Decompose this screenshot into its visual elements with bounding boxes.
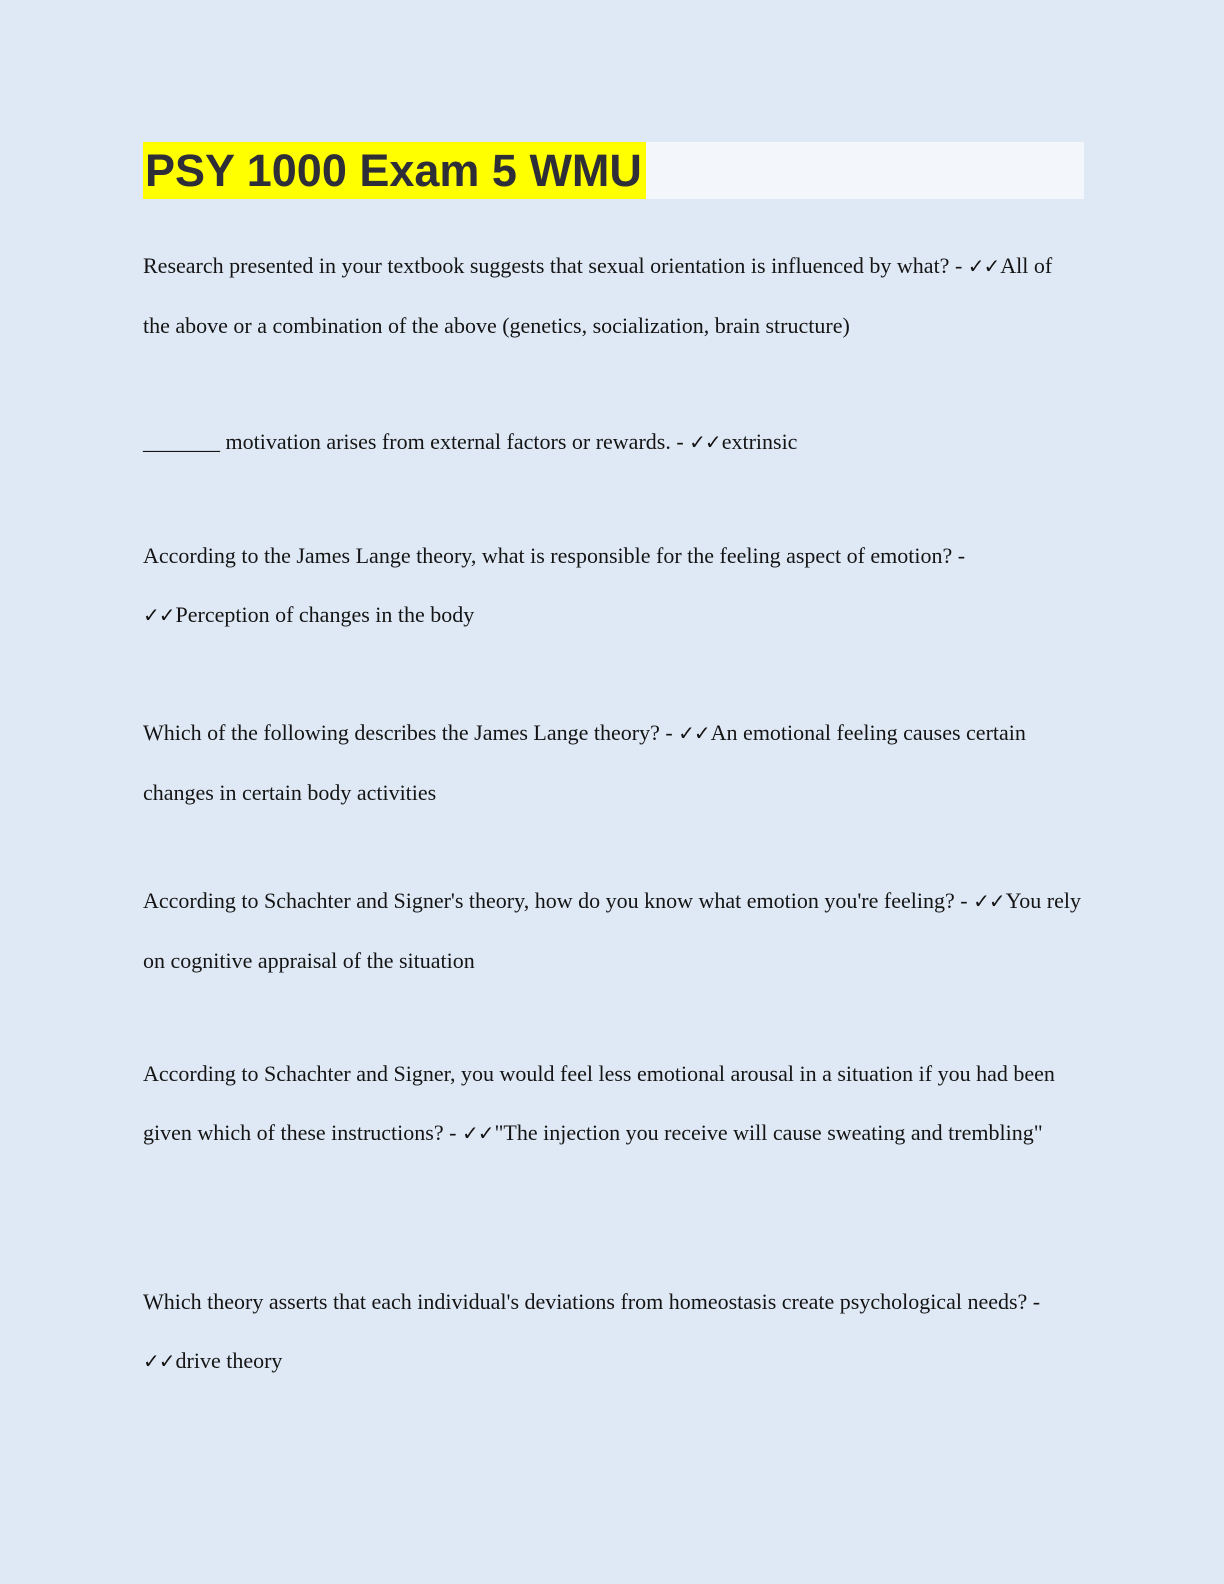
- check-icon: ✓✓: [973, 889, 1005, 913]
- answer-text: extrinsic: [721, 429, 798, 454]
- check-icon: ✓✓: [143, 603, 175, 627]
- answer-text: Perception of changes in the body: [175, 602, 475, 627]
- answer-text: drive theory: [175, 1348, 283, 1373]
- document-title: PSY 1000 Exam 5 WMU: [143, 142, 646, 199]
- qa-item-3: [143, 526, 1083, 645]
- qa-item-4: [143, 703, 1083, 822]
- answer-text: You rely on cognitive appraisal of the situation: [143, 888, 1081, 973]
- question-text: According to Schachter and Signer's theory, how do you know what emotion you're feeling? -: [143, 888, 974, 913]
- question-text: Which of the following describes the James Lange theory? -: [143, 720, 679, 745]
- qa-item-6: [143, 1044, 1083, 1163]
- question-text: _______ motivation arises from external factors or rewards. -: [143, 429, 690, 454]
- qa-item-7: [143, 1272, 1083, 1391]
- title-bar: [143, 142, 1084, 199]
- question-text: According to the James Lange theory, what is responsible for the feeling aspect of emotion? -: [143, 543, 966, 568]
- qa-item-2: [143, 412, 1083, 472]
- answer-text: All of the above or a combination of the above (genetics, socialization, brain structure): [143, 253, 1053, 338]
- question-text: Research presented in your textbook suggests that sexual orientation is influenced by what? -: [143, 253, 968, 278]
- check-icon: ✓✓: [461, 1121, 494, 1145]
- answer-text: "The injection you receive will cause sweating and trembling": [494, 1120, 1043, 1145]
- check-icon: ✓✓: [689, 430, 721, 454]
- qa-item-5: [143, 871, 1083, 990]
- qa-item-1: [143, 236, 1083, 355]
- check-icon: ✓✓: [967, 254, 1000, 278]
- answer-text: An emotional feeling causes certain changes in certain body activities: [143, 720, 1026, 805]
- question-text: Which theory asserts that each individual's deviations from homeostasis create psychological needs? -: [143, 1289, 1041, 1314]
- check-icon: ✓✓: [143, 1349, 175, 1373]
- check-icon: ✓✓: [678, 721, 710, 745]
- question-text: According to Schachter and Signer, you would feel less emotional arousal in a situation if you had been given which of these instructions? -: [143, 1061, 1055, 1145]
